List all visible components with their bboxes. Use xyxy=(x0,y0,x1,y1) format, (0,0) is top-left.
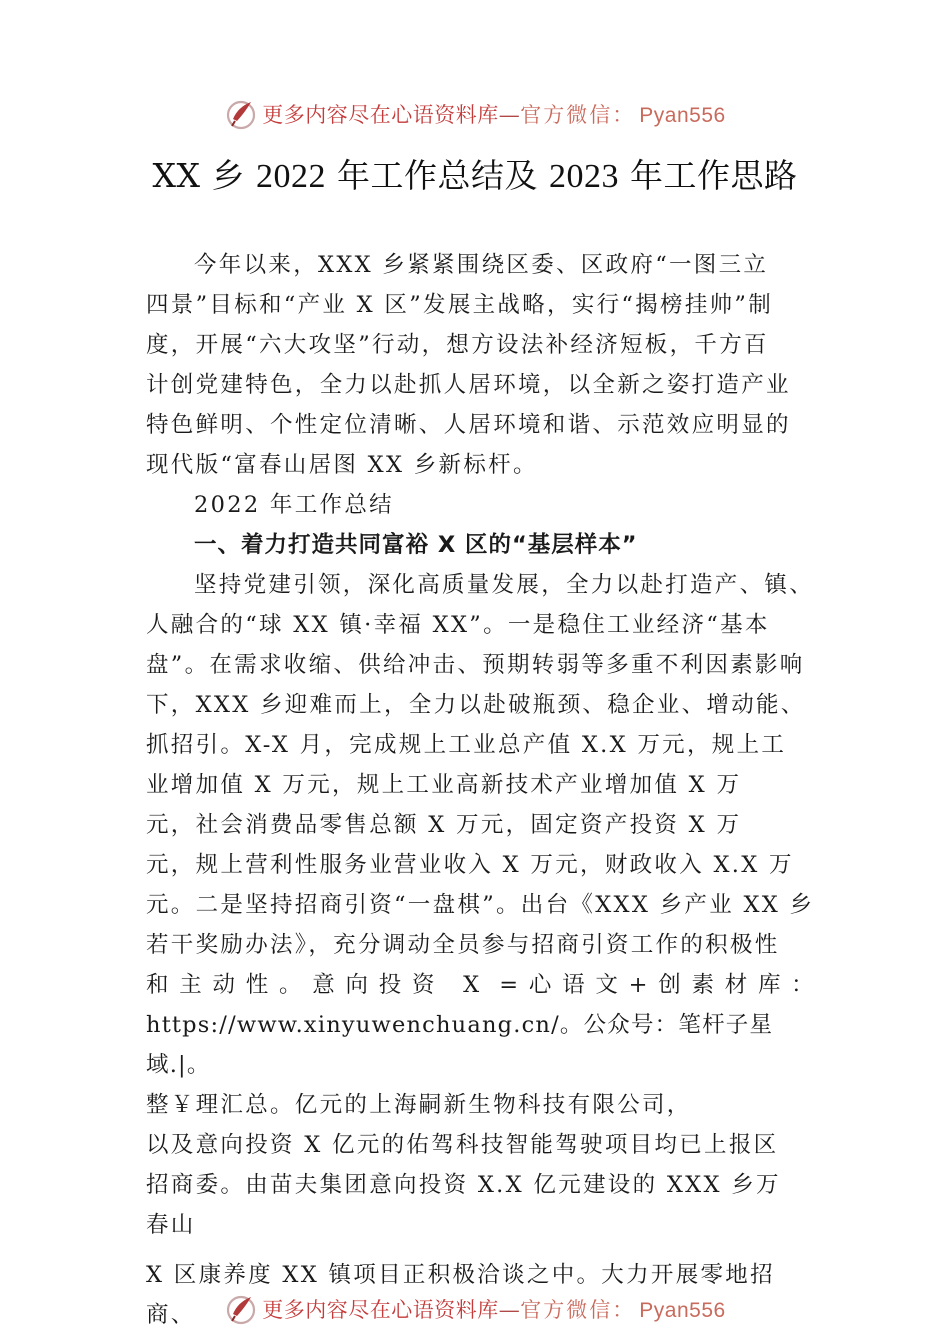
document-title: XX 乡 2022 年工作总结及 2023 年工作思路 xyxy=(152,156,798,195)
official-label: 官方微信： xyxy=(520,1298,636,1322)
body-line: 盘”。在需求收缩、供给冲击、预期转弱等多重不利因素影响 xyxy=(146,652,805,678)
body-line: 现代版“富春山居图 XX 乡新标杆。 xyxy=(146,452,538,478)
body-line: 若干奖励办法》，充分调动全员参与招商引资工作的积极性 xyxy=(146,932,780,958)
body-line: 元。二是坚持招商引资“一盘棋”。出台《XXX 乡产业 XX 乡 xyxy=(146,892,815,918)
body-line: 整￥理汇总。亿元的上海嗣新生物科技有限公司， xyxy=(146,1092,692,1118)
brush-logo-icon xyxy=(224,1292,258,1326)
wechat-id: Pyan556 xyxy=(639,104,726,127)
body-line: 下，XXX 乡迎难而上，全力以赴破瓶颈、稳企业、增动能、 xyxy=(146,692,806,718)
document-body xyxy=(146,245,816,1335)
body-line: 元，社会消费品零售总额 X 万元，固定资产投资 X 万 xyxy=(146,812,742,838)
body-line: https://www.xinyuwenchuang.cn/。公众号：笔杆子星域.|。 xyxy=(146,1012,774,1078)
body-line: 度，开展“六大攻坚”行动，想方设法补经济短板，千方百 xyxy=(146,332,769,358)
body-line: X 区康养度 XX 镇项目正积极洽谈之中。大力开展零地招商、 xyxy=(146,1262,775,1328)
watermark-banner-bottom xyxy=(0,1289,950,1329)
official-label: 官方微信： xyxy=(520,103,636,127)
brush-logo-icon xyxy=(224,97,258,131)
watermark-banner-top xyxy=(0,94,950,134)
section-label: 2022 年工作总结 xyxy=(194,492,394,518)
brand-name: 更多内容尽在心语资料库 xyxy=(262,1298,499,1322)
body-line: 四景”目标和“产业 X 区”发展主战略，实行“揭榜挂帅”制 xyxy=(146,292,774,318)
brand-name: 更多内容尽在心语资料库 xyxy=(262,103,499,127)
body-line: 坚持党建引领，深化高质量发展，全力以赴打造产、镇、 xyxy=(194,572,815,598)
body-line: 元，规上营利性服务业营业收入 X 万元，财政收入 X.X 万 xyxy=(146,852,794,878)
section-heading: 一、着力打造共同富裕 X 区的“基层样本” xyxy=(194,532,638,558)
body-line: 特色鲜明、个性定位清晰、人居环境和谐、示范效应明显的 xyxy=(146,412,791,438)
dash: — xyxy=(498,1298,521,1322)
body-line: 抓招引。X-X 月，完成规上工业总产值 X.X 万元，规上工 xyxy=(146,732,787,758)
body-line: 招商委。由苗夫集团意向投资 X.X 亿元建设的 XXX 乡万 xyxy=(146,1172,781,1198)
wechat-id: Pyan556 xyxy=(639,1299,726,1322)
line-gap xyxy=(146,1245,816,1255)
body-line: 以及意向投资 X 亿元的佑驾科技智能驾驶项目均已上报区 xyxy=(146,1132,779,1158)
dash: — xyxy=(498,103,521,127)
body-line: 春山 xyxy=(146,1212,196,1238)
body-line: 今年以来，XXX 乡紧紧围绕区委、区政府“一图三立 xyxy=(194,252,769,278)
body-line: 和主动性。意向投资 X =心语文+创素材库： xyxy=(146,972,816,998)
watermark-text xyxy=(262,1294,725,1324)
watermark-text xyxy=(262,99,725,129)
body-line: 业增加值 X 万元，规上工业高新技术产业增加值 X 万 xyxy=(146,772,742,798)
body-line: 计创党建特色，全力以赴抓人居环境，以全新之姿打造产业 xyxy=(146,372,791,398)
body-line: 人融合的“球 XX 镇·幸福 XX”。一是稳住工业经济“基本 xyxy=(146,612,770,638)
